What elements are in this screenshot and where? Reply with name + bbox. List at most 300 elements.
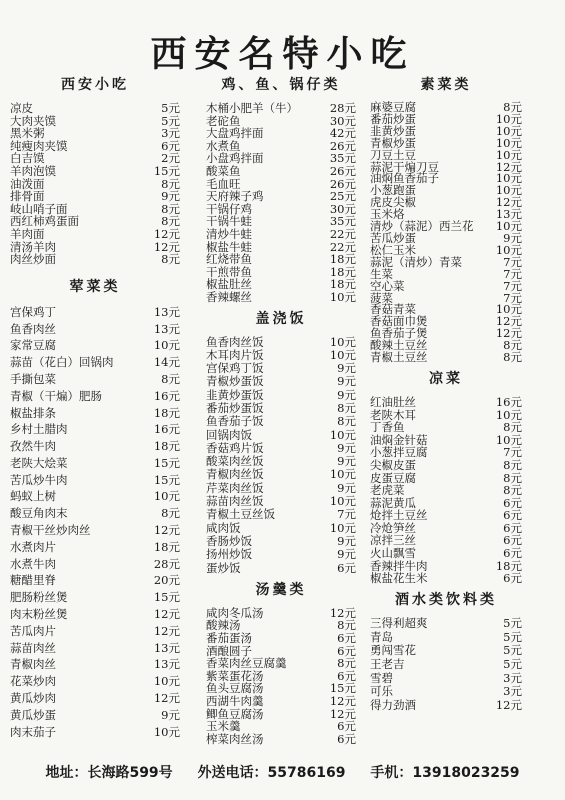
mobile-phone: 手机：13918023259 — [370, 765, 520, 781]
item-name: 菠菜 — [370, 290, 393, 305]
item-name: 鱼头豆腐汤 — [206, 681, 264, 696]
item-price: 18元 — [153, 539, 180, 554]
item-price: 14元 — [153, 355, 180, 370]
item-name: 毛血旺 — [206, 176, 241, 191]
item-name: 青椒肉丝饭 — [206, 467, 264, 482]
menu-item — [370, 572, 522, 585]
item-price: 9元 — [337, 480, 356, 495]
item-price: 12元 — [495, 326, 522, 341]
item-price: 9元 — [161, 707, 180, 722]
item-price: 8元 — [161, 506, 180, 521]
item-price: 16元 — [495, 394, 522, 409]
item-price: 18元 — [329, 252, 356, 267]
item-price: 10元 — [329, 467, 356, 482]
item-name: 鱼香肉丝 — [10, 321, 56, 336]
menu-item — [10, 472, 180, 489]
menu-section — [370, 74, 522, 364]
item-price: 8元 — [503, 100, 522, 114]
menu-item — [206, 562, 356, 575]
item-name: 苦瓜炒蛋 — [370, 230, 416, 245]
item-price: 10元 — [495, 123, 522, 138]
item-price: 12元 — [495, 698, 522, 713]
item-price: 16元 — [153, 422, 180, 437]
menu-item — [370, 421, 522, 434]
item-price: 7元 — [503, 290, 522, 305]
item-price: 10元 — [495, 242, 522, 257]
item-name: 蚂蚁上树 — [10, 489, 56, 504]
item-price: 12元 — [153, 226, 180, 241]
item-price: 5元 — [503, 656, 522, 671]
item-price: 5元 — [161, 113, 180, 128]
item-name: 青椒炒蛋 — [370, 135, 416, 150]
item-price: 13元 — [153, 657, 180, 672]
menu-item — [206, 522, 356, 535]
menu-item — [10, 371, 180, 388]
item-price: 7元 — [503, 266, 522, 281]
item-price: 35元 — [329, 214, 356, 229]
item-price: 8元 — [503, 483, 522, 498]
item-name: 得力劲酒 — [370, 698, 416, 713]
item-price: 9元 — [337, 374, 356, 389]
menu-item — [206, 657, 356, 670]
item-name: 老陕木耳 — [370, 407, 416, 422]
item-name: 玉米烙 — [370, 207, 405, 222]
menu-item — [206, 468, 356, 481]
item-price: 3元 — [161, 126, 180, 141]
item-name: 苦瓜肉片 — [10, 623, 56, 638]
item-name: 干锅牛蛙 — [206, 214, 252, 229]
item-name: 火山飘雪 — [370, 546, 416, 561]
item-name: 青椒（干煸）肥肠 — [10, 388, 102, 403]
menu-section — [370, 589, 522, 713]
item-name: 苦瓜炒牛肉 — [10, 472, 68, 487]
item-name: 香肠炒饭 — [206, 533, 252, 548]
item-name: 回锅肉饭 — [206, 427, 252, 442]
item-price: 8元 — [503, 350, 522, 365]
item-name: 尖椒皮蛋 — [370, 457, 416, 472]
item-price: 8元 — [161, 176, 180, 191]
item-name: 木桶小肥羊（牛） — [206, 101, 298, 115]
item-price: 10元 — [495, 171, 522, 186]
item-price: 7元 — [503, 445, 522, 460]
section-header: 酒水类饮料类 — [395, 591, 497, 608]
item-price: 13元 — [153, 640, 180, 655]
item-name: 榨菜肉丝汤 — [206, 731, 264, 746]
item-name: 鱼香肉丝饭 — [206, 334, 264, 349]
item-name: 花菜炒肉 — [10, 674, 56, 689]
item-price: 18元 — [495, 558, 522, 573]
item-name: 青椒土豆丝饭 — [206, 507, 275, 522]
item-name: 酸辣土豆丝 — [370, 338, 428, 353]
item-price: 12元 — [495, 195, 522, 210]
item-name: 红油肚丝 — [370, 394, 416, 409]
item-price: 6元 — [337, 668, 356, 683]
item-name: 蒜苗肉丝 — [10, 640, 56, 655]
item-price: 22元 — [329, 226, 356, 241]
item-name: 雪碧 — [370, 670, 393, 685]
item-price: 12元 — [153, 623, 180, 638]
item-price: 3元 — [503, 684, 522, 699]
item-name: 紫菜蛋花汤 — [206, 668, 264, 683]
page-title: 西安名特小吃 — [150, 33, 415, 75]
menu-item — [10, 190, 180, 203]
item-name: 松仁玉米 — [370, 242, 416, 257]
item-name: 大肉夹馍 — [10, 113, 56, 128]
menu-section — [206, 74, 356, 304]
menu-item — [370, 631, 522, 645]
menu-item — [10, 690, 180, 707]
item-name: 椒盐花生米 — [370, 571, 428, 586]
menu-section — [206, 308, 356, 575]
item-price: 6元 — [503, 533, 522, 548]
item-price: 9元 — [161, 189, 180, 204]
item-name: 番茄炒蛋 — [370, 111, 416, 126]
item-name: 水煮牛肉 — [10, 556, 56, 571]
menu-item — [206, 389, 356, 402]
item-name: 鱼香茄子饭 — [206, 414, 264, 429]
item-name: 椒盐肚丝 — [206, 277, 252, 292]
menu-item — [10, 572, 180, 589]
item-price: 10元 — [153, 489, 180, 504]
menu-item — [10, 673, 180, 690]
item-name: 纯瘦肉夹馍 — [10, 138, 68, 153]
menu-item — [206, 720, 356, 733]
menu-item — [370, 484, 522, 497]
menu-item — [10, 589, 180, 606]
item-name: 蒜泥黄瓜 — [370, 495, 416, 510]
item-name: 皮蛋豆腐 — [370, 470, 416, 485]
item-price: 5元 — [161, 101, 180, 115]
menu-item — [206, 482, 356, 495]
item-price: 9元 — [337, 533, 356, 548]
menu-item — [10, 556, 180, 573]
item-name: 青岛 — [370, 629, 393, 644]
item-price: 10元 — [153, 338, 180, 353]
item-name: 蛋炒饭 — [206, 560, 241, 575]
menu-item — [370, 509, 522, 522]
menu-item — [206, 632, 356, 645]
item-price: 15元 — [153, 163, 180, 178]
item-price: 10元 — [329, 427, 356, 442]
menu-item — [206, 165, 356, 178]
menu-item — [206, 535, 356, 548]
item-name: 老虎菜 — [370, 483, 405, 498]
item-price: 6元 — [337, 643, 356, 658]
section-header: 西安小吃 — [61, 77, 129, 93]
address: 地址：长海路599号 — [45, 765, 173, 781]
menu-item — [10, 505, 180, 522]
item-name: 家常豆腐 — [10, 338, 56, 353]
menu-item — [206, 102, 356, 115]
item-name: 麻婆豆腐 — [370, 100, 416, 114]
item-name: 蒜泥干煸刀豆 — [370, 159, 439, 174]
item-price: 10元 — [495, 432, 522, 447]
item-name: 冷炝笋丝 — [370, 520, 416, 535]
item-name: 空心菜 — [370, 278, 405, 293]
item-name: 酸菜鱼 — [206, 163, 241, 178]
menu-item — [206, 508, 356, 521]
item-price: 28元 — [153, 556, 180, 571]
item-price: 35元 — [329, 151, 356, 166]
item-price: 9元 — [337, 387, 356, 402]
item-name: 芹菜肉丝饭 — [206, 480, 264, 495]
menu-item — [370, 547, 522, 560]
item-price: 8元 — [337, 414, 356, 429]
menu-item — [10, 623, 180, 640]
item-name: 酸豆角肉末 — [10, 506, 68, 521]
item-name: 木耳肉片饭 — [206, 347, 264, 362]
item-price: 12元 — [329, 694, 356, 708]
item-price: 10元 — [329, 347, 356, 362]
menu-item — [10, 102, 180, 115]
item-price: 12元 — [329, 605, 356, 620]
item-name: 酸辣汤 — [206, 618, 241, 633]
menu-item — [10, 455, 180, 472]
item-name: 蒜苗肉丝饭 — [206, 494, 264, 509]
item-name: 刀豆土豆 — [370, 147, 416, 162]
item-price: 6元 — [337, 631, 356, 646]
item-price: 18元 — [153, 439, 180, 454]
item-name: 天府辣子鸡 — [206, 189, 264, 204]
item-price: 10元 — [495, 183, 522, 198]
item-price: 8元 — [337, 400, 356, 415]
item-price: 6元 — [503, 508, 522, 523]
item-name: 王老吉 — [370, 656, 405, 671]
section-header: 汤羹类 — [255, 581, 307, 598]
menu-item — [206, 127, 356, 140]
item-price: 8元 — [503, 420, 522, 435]
item-price: 6元 — [337, 560, 356, 575]
menu-item — [10, 165, 180, 178]
item-price: 2元 — [161, 151, 180, 166]
section-header: 素菜类 — [420, 77, 472, 93]
menu-item — [206, 190, 356, 203]
item-price: 6元 — [503, 495, 522, 510]
item-name: 清炒牛蛙 — [206, 226, 252, 241]
item-price: 9元 — [337, 440, 356, 455]
item-price: 10元 — [329, 289, 356, 304]
item-name: 凉拌三丝 — [370, 533, 416, 548]
delivery-phone: 外送电话：55786169 — [197, 765, 346, 781]
item-price: 6元 — [503, 546, 522, 561]
item-name: 蒜苗（花白）回锅肉 — [10, 355, 114, 370]
item-price: 12元 — [495, 159, 522, 174]
item-price: 5元 — [503, 629, 522, 644]
item-price: 10元 — [153, 724, 180, 739]
menu-item — [10, 488, 180, 505]
menu-item — [206, 349, 356, 362]
item-name: 肉末茄子 — [10, 724, 56, 739]
item-price: 9元 — [337, 361, 356, 376]
item-name: 咸肉冬瓜汤 — [206, 605, 264, 620]
item-price: 8元 — [337, 618, 356, 633]
item-name: 香辣拌牛肉 — [370, 558, 428, 573]
item-price: 12元 — [329, 706, 356, 721]
item-name: 油焖鱼香茄子 — [370, 171, 439, 186]
item-price: 15元 — [329, 681, 356, 696]
item-price: 5元 — [503, 643, 522, 658]
item-name: 羊肉泡馍 — [10, 163, 56, 178]
menu-item — [10, 321, 180, 338]
item-price: 28元 — [329, 101, 356, 115]
item-name: 鱼香茄子煲 — [370, 326, 428, 341]
item-price: 30元 — [329, 201, 356, 216]
item-name: 小葱拌豆腐 — [370, 445, 428, 460]
menu-item — [370, 396, 522, 409]
item-name: 排骨面 — [10, 189, 45, 204]
item-name: 可乐 — [370, 684, 393, 699]
item-price: 10元 — [495, 111, 522, 126]
menu-item — [206, 429, 356, 442]
item-price: 30元 — [329, 113, 356, 128]
item-price: 25元 — [329, 189, 356, 204]
item-price: 6元 — [337, 731, 356, 746]
menu-item — [370, 617, 522, 631]
item-price: 10元 — [329, 520, 356, 535]
item-name: 手撕包菜 — [10, 371, 56, 386]
menu-item — [206, 495, 356, 508]
menu-item — [206, 695, 356, 708]
item-name: 老砣鱼 — [206, 113, 241, 128]
item-name: 干锅仔鸡 — [206, 201, 252, 216]
item-price: 13元 — [153, 321, 180, 336]
item-price: 7元 — [337, 507, 356, 522]
item-name: 香菇面巾煲 — [370, 314, 428, 329]
item-name: 酸菜肉丝饭 — [206, 454, 264, 469]
item-price: 8元 — [337, 656, 356, 671]
menu-column-middle — [206, 70, 356, 745]
item-price: 8元 — [503, 457, 522, 472]
menu-item — [370, 672, 522, 686]
item-price: 7元 — [503, 278, 522, 293]
menu-item — [206, 733, 356, 746]
item-price: 10元 — [495, 147, 522, 162]
item-price: 8元 — [161, 252, 180, 267]
item-price: 18元 — [329, 264, 356, 279]
item-name: 宫保鸡丁饭 — [206, 361, 264, 376]
item-price: 8元 — [503, 470, 522, 485]
menu-item — [206, 362, 356, 375]
footer — [0, 762, 565, 782]
menu-column-left — [10, 70, 180, 740]
item-price: 10元 — [495, 135, 522, 150]
menu-item — [10, 640, 180, 657]
menu-item — [10, 606, 180, 623]
item-price: 8元 — [503, 338, 522, 353]
item-price: 13元 — [153, 304, 180, 319]
item-price: 7元 — [503, 254, 522, 269]
item-price: 15元 — [153, 472, 180, 487]
item-price: 12元 — [153, 691, 180, 706]
item-price: 8元 — [161, 201, 180, 216]
item-name: 三得利超爽 — [370, 615, 428, 630]
item-price: 15元 — [153, 455, 180, 470]
item-name: 丁香鱼 — [370, 420, 405, 435]
menu-item — [206, 415, 356, 428]
menu-item — [10, 127, 180, 140]
item-name: 宫保鸡丁 — [10, 304, 56, 319]
section-header: 鸡、鱼、锅仔类 — [221, 77, 341, 93]
item-name: 勇闯雪花 — [370, 643, 416, 658]
section-header: 盖浇饭 — [255, 310, 307, 327]
menu-section — [10, 74, 180, 266]
item-name: 水煮肉片 — [10, 539, 56, 554]
menu-item — [10, 405, 180, 422]
item-price: 18元 — [329, 277, 356, 292]
item-name: 黄瓜炒肉 — [10, 691, 56, 706]
item-name: 小盘鸡拌面 — [206, 151, 264, 166]
item-name: 西湖牛肉羹 — [206, 694, 264, 708]
item-price: 12元 — [153, 239, 180, 254]
menu-item — [10, 421, 180, 438]
item-name: 青椒干丝炒肉丝 — [10, 523, 91, 538]
item-price: 20元 — [153, 573, 180, 588]
menu-section — [370, 368, 522, 585]
section-header: 凉菜 — [429, 370, 463, 387]
item-name: 清炒（蒜泥）西兰花 — [370, 219, 474, 234]
menu-item — [206, 375, 356, 388]
menu-item — [206, 455, 356, 468]
item-price: 26元 — [329, 138, 356, 153]
item-price: 10元 — [495, 219, 522, 234]
item-price: 12元 — [153, 523, 180, 538]
item-price: 10元 — [329, 494, 356, 509]
item-name: 乡村土腊肉 — [10, 422, 68, 437]
menu-item — [206, 253, 356, 266]
item-name: 油焖金针菇 — [370, 432, 428, 447]
item-price: 5元 — [503, 615, 522, 630]
item-name: 青椒土豆丝 — [370, 350, 428, 365]
menu-item — [206, 548, 356, 561]
item-name: 西红柿鸡蛋面 — [10, 214, 79, 229]
item-name: 大盘鸡拌面 — [206, 126, 264, 141]
item-name: 肉末粉丝煲 — [10, 607, 68, 622]
menu-item — [370, 658, 522, 672]
item-price: 16元 — [153, 388, 180, 403]
item-name: 青椒炒蛋饭 — [206, 374, 264, 389]
menu-item — [206, 442, 356, 455]
item-name: 黄瓜炒蛋 — [10, 707, 56, 722]
item-price: 26元 — [329, 176, 356, 191]
menu-column-right — [370, 70, 522, 713]
menu-item — [370, 352, 522, 364]
item-name: 炝拌土豆丝 — [370, 508, 428, 523]
item-name: 岐山哨子面 — [10, 201, 68, 216]
item-name: 玉米羹 — [206, 719, 241, 734]
item-name: 干煎带鱼 — [206, 264, 252, 279]
item-price: 10元 — [495, 302, 522, 317]
item-price: 6元 — [337, 719, 356, 734]
item-name: 清汤羊肉 — [10, 239, 56, 254]
item-name: 糖醋里脊 — [10, 573, 56, 588]
menu-item — [10, 656, 180, 673]
item-name: 酒酿圆子 — [206, 643, 252, 658]
item-name: 椒盐牛蛙 — [206, 239, 252, 254]
item-price: 9元 — [337, 547, 356, 562]
menu-item — [10, 228, 180, 241]
item-name: 咸肉饭 — [206, 520, 241, 535]
menu-item — [370, 685, 522, 699]
item-price: 10元 — [495, 407, 522, 422]
item-price: 10元 — [153, 674, 180, 689]
menu-item — [10, 522, 180, 539]
item-name: 凉皮 — [10, 101, 33, 115]
item-name: 香辣螺丝 — [206, 289, 252, 304]
item-price: 6元 — [503, 571, 522, 586]
item-price: 8元 — [161, 371, 180, 386]
item-price: 13元 — [495, 207, 522, 222]
menu-item — [10, 724, 180, 741]
